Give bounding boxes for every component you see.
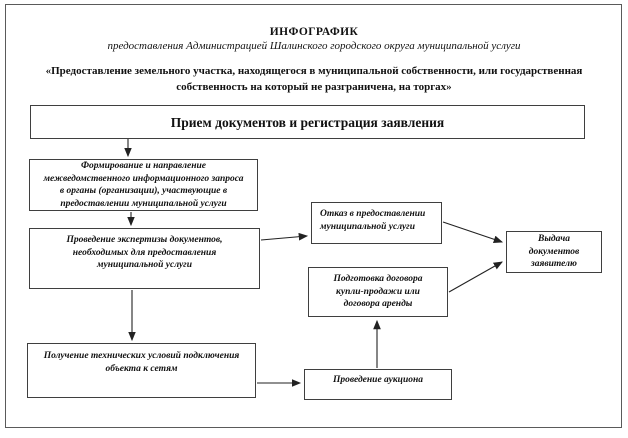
node-document-expertise bbox=[29, 228, 260, 289]
service-name-quote-line2: собственность на который не разграничена, на торгах» bbox=[176, 81, 452, 93]
page-title: ИНФОГРАФИК bbox=[269, 26, 359, 38]
node-issuance-line1: Выдача bbox=[537, 234, 570, 245]
node-technical-line2: объекта к сетям bbox=[105, 363, 178, 374]
node-auction-label: Проведение аукциона bbox=[332, 375, 424, 386]
page-subtitle: предоставления Администрацией Шалинского городского округа муниципальной услуги bbox=[107, 40, 521, 52]
node-expertise-line2: необходимых для предоставления bbox=[72, 247, 217, 258]
node-interagency-request bbox=[29, 159, 258, 211]
node-reception bbox=[30, 105, 585, 139]
service-name-quote-line1: «Предоставление земельного участка, находящегося в муниципальной собственности, или государственная bbox=[45, 65, 583, 77]
node-technical-conditions bbox=[27, 343, 256, 398]
node-issuance-line3: заявителю bbox=[531, 259, 577, 270]
node-document-issuance bbox=[506, 231, 602, 273]
node-contract-preparation bbox=[308, 267, 448, 317]
node-contract-line1: Подготовка договора bbox=[333, 274, 423, 285]
node-request-line3: в органы (организации), участвующие в bbox=[59, 186, 228, 196]
node-issuance-line2: документов bbox=[528, 246, 580, 257]
node-expertise-line3: муниципальной услуги bbox=[97, 260, 192, 270]
node-request-line1: Формирование и направление bbox=[80, 161, 207, 171]
node-request-line4: предоставлении муниципальной услуги bbox=[60, 198, 227, 209]
service-name-quote bbox=[0, 63, 628, 95]
node-reception-label: Прием документов и регистрация заявления bbox=[170, 114, 445, 130]
node-contract-line2: купли-продажи или bbox=[336, 286, 420, 297]
node-contract-line3: договора аренды bbox=[343, 299, 413, 310]
node-refusal-line1: Отказ в предоставлении bbox=[320, 209, 426, 219]
node-expertise-line1: Проведение экспертизы документов, bbox=[66, 235, 223, 245]
node-refusal bbox=[311, 202, 442, 244]
node-request-line2: межведомственного информационного запроса bbox=[43, 173, 244, 184]
node-technical-line1: Получение технических условий подключения bbox=[43, 351, 240, 361]
node-refusal-line2: муниципальной услуги bbox=[320, 221, 415, 232]
node-auction bbox=[304, 369, 452, 400]
